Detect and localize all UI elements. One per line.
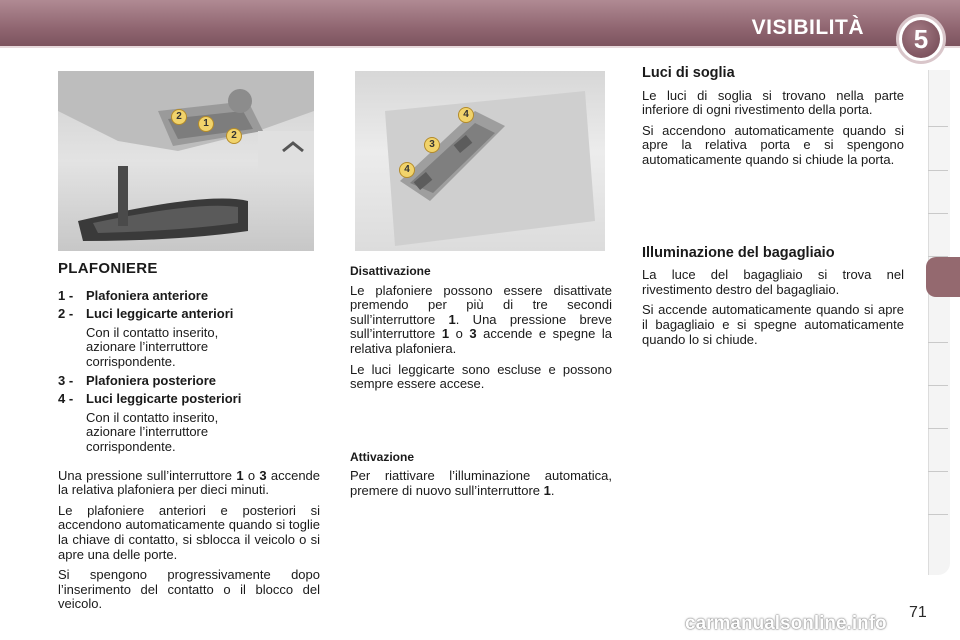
section-title: Illuminazione del bagagliaio [642,244,835,261]
callout-badge: 4 [399,162,415,178]
tab-divider [928,385,948,386]
switch-ref: 1 [441,326,450,342]
rear-ceiling-illustration [355,71,605,251]
text-run: . Una pressione breve sull’interruttore [350,311,612,342]
list-item [58,289,320,304]
list-description: Con il contatto inserito, azionare l’interruttore corrispondente. [86,409,219,454]
list-item [58,392,320,407]
paragraph: Le luci di soglia si trovano nella parte inferiore di ogni rivestimento della porta. [642,87,904,118]
chapter-tab-strip [928,70,950,575]
list-label: Luci leggicarte anteriori [86,306,234,322]
section-title: Luci di soglia [642,65,735,81]
rear-ceiling-light-photo [355,71,605,251]
list-item [58,307,320,322]
list-description: Con il contatto inserito, azionare l’interruttore corrispondente. [86,324,219,369]
tab-divider [928,126,948,127]
switch-ref: 1 [236,467,244,483]
switch-ref: 1 [543,482,551,498]
right-column [642,66,904,353]
tab-divider [928,342,948,343]
front-ceiling-illustration [58,71,314,251]
text-run: o [243,467,260,483]
left-column [58,262,320,618]
front-ceiling-light-photo [58,71,314,251]
list-item [58,374,320,389]
tab-divider [928,514,948,515]
paragraph: La luce del bagagliaio si trova nel rivestimento destro del bagagliaio. [642,267,904,297]
tab-divider [928,471,948,472]
list-label: Luci leggicarte posteriori [86,391,242,407]
paragraph: Le plafoniere anteriori e posteriori si accendono automaticamente quando si toglie la chiave di contatto, si sblocca il veicolo o si apre una delle porte. [58,502,320,562]
page-number: 71 [909,604,927,621]
chapter-title: VISIBILITÀ [751,16,864,39]
switch-ref: 3 [259,467,267,483]
callout-badge: 3 [424,137,440,153]
text-run: Una pressione sull’interruttore [58,467,237,483]
text-run: Le plafoniere possono essere disattivate premendo per più di tre secondi sull’interruttore [350,282,612,327]
spacer [350,398,612,450]
subsection-title: Disattivazione [350,264,431,278]
spacer [642,174,904,246]
switch-ref: 3 [469,326,477,342]
text-run: . [550,482,555,498]
switch-ref: 1 [448,311,456,327]
list-number: 1 - [58,287,74,303]
paragraph: Le luci leggicarte sono escluse e possono sempre essere accese. [350,361,612,392]
subsection-title: Attivazione [350,449,415,464]
paragraph [350,469,612,498]
paragraph: Si accendono automaticamente quando si apre la relativa porta e si spengono automaticamente quando si chiude la porta. [642,122,904,167]
tab-divider [928,428,948,429]
chapter-number-badge [896,14,946,64]
list-label: Plafoniera posteriore [86,372,217,388]
tab-divider [928,170,948,171]
middle-column [350,264,612,505]
watermark: carmanualsonline.info [685,613,887,634]
callout-badge: 1 [198,116,214,132]
callout-badge: 2 [171,109,187,125]
header-divider [0,46,960,48]
paragraph: Si spengono progressivamente dopo l’inserimento del contatto o il blocco del veicolo. [58,567,320,612]
section-title: PLAFONIERE [58,260,158,277]
paragraph [58,469,320,498]
list-number: 3 - [58,372,74,388]
text-run: Per riattivare l’illuminazione automatica, premere di nuovo sull’interruttore [350,468,612,498]
list-number: 4 - [58,391,74,407]
tab-divider [928,213,948,214]
text-run: accende la relativa plafoniera per dieci minuti. [58,467,321,498]
callout-badge: 4 [458,107,474,123]
list-number: 2 - [58,306,74,322]
paragraph [350,284,612,357]
callout-badge: 2 [226,128,242,144]
text-run: accende e spegne la relativa plafoniera. [350,326,612,356]
text-run: o [449,326,470,342]
list-label: Plafoniera anteriore [86,287,209,303]
paragraph: Si accende automaticamente quando si apre il bagagliaio e si spegne automaticamente quando lo si chiude. [642,302,904,347]
active-chapter-tab[interactable] [926,257,960,297]
chapter-number: 5 [902,20,940,58]
